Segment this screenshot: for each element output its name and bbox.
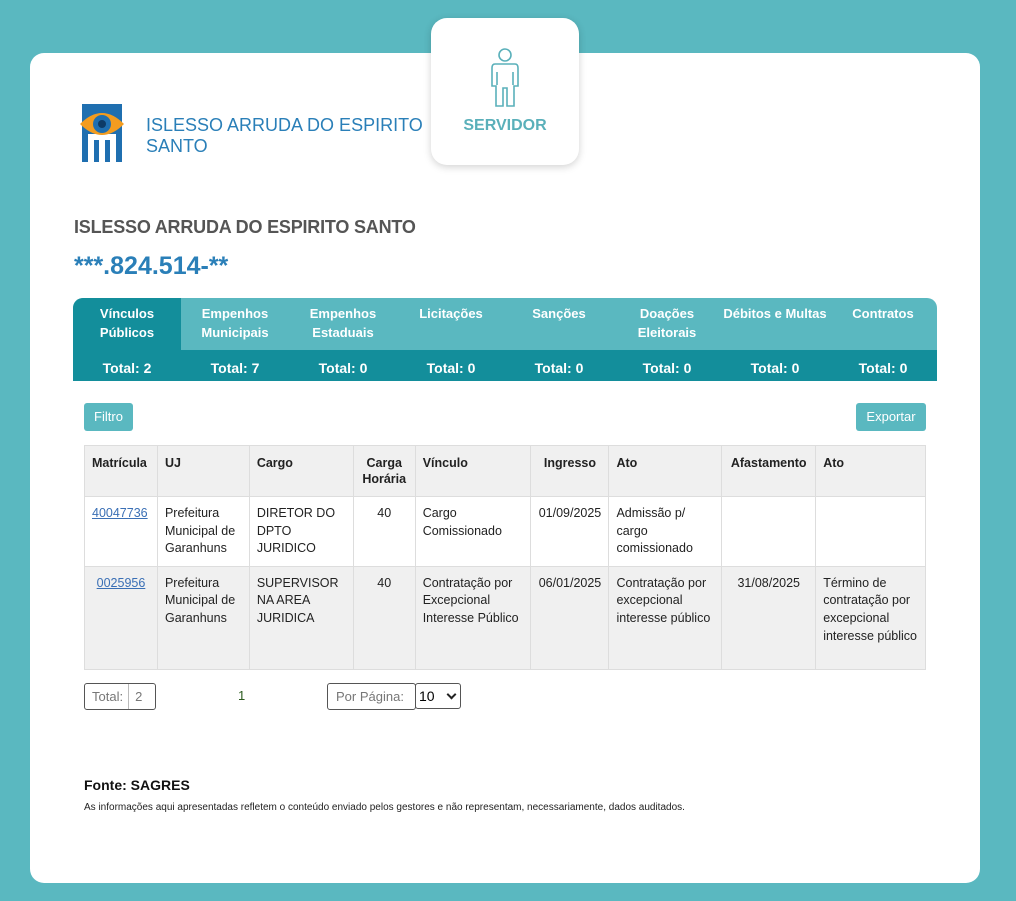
table-cell: 06/01/2025 xyxy=(531,566,609,669)
column-header[interactable]: Cargo xyxy=(249,446,353,497)
category-label: SERVIDOR xyxy=(463,117,547,134)
table-cell: 31/08/2025 xyxy=(722,566,816,669)
table-row xyxy=(85,566,926,669)
matricula-cell xyxy=(85,497,158,567)
matricula-link[interactable]: 0025956 xyxy=(96,575,146,590)
tab-debitos-multas[interactable]: Débitos e Multas xyxy=(723,306,827,321)
source-label: Fonte: SAGRES xyxy=(84,777,190,793)
matricula-link[interactable]: 40047736 xyxy=(92,506,148,520)
table-cell: Término de contratação por excepcional interesse público xyxy=(816,566,926,669)
eye-logo-icon xyxy=(80,104,124,162)
table-cell xyxy=(722,497,816,567)
tab-empenhos-municipais[interactable]: Empenhos Municipais xyxy=(201,306,269,340)
table-cell: SUPERVISOR NA AREA JURIDICA xyxy=(249,566,353,669)
column-header[interactable]: Vínculo xyxy=(415,446,531,497)
table-cell: 40 xyxy=(353,566,415,669)
table-cell: Contratação por excepcional interesse público xyxy=(609,566,722,669)
matricula-cell xyxy=(85,566,158,669)
tab-vinculos-publicos[interactable]: Vínculos Públicos xyxy=(73,298,181,350)
tab-empenhos-estaduais[interactable]: Empenhos Estaduais xyxy=(309,306,377,340)
export-button[interactable]: Exportar xyxy=(856,403,926,431)
data-table xyxy=(84,445,926,670)
table-cell: Cargo Comissionado xyxy=(415,497,531,567)
tab-total: Total: 0 xyxy=(642,360,692,376)
table-cell: Contratação por Excepcional Interesse Público xyxy=(415,566,531,669)
column-header[interactable]: Ato xyxy=(816,446,926,497)
pagination-total-label: Total: xyxy=(85,684,129,709)
column-header[interactable]: Carga Horária xyxy=(353,446,415,497)
column-header[interactable]: Ato xyxy=(609,446,722,497)
tab-total: Total: 2 xyxy=(102,360,152,376)
tab-total: Total: 7 xyxy=(210,360,260,376)
table-header-row xyxy=(85,446,926,497)
person-name: ISLESSO ARRUDA DO ESPIRITO SANTO xyxy=(74,217,416,237)
column-header[interactable]: Afastamento xyxy=(722,446,816,497)
disclaimer-text: As informações aqui apresentadas refletem o conteúdo enviado pelos gestores e não representam, necessariamente, dados auditados. xyxy=(84,802,685,813)
per-page-label: Por Página: xyxy=(327,683,416,710)
table-cell: Admissão p/ cargo comissionado xyxy=(609,497,722,567)
filter-button[interactable]: Filtro xyxy=(84,403,133,431)
column-header[interactable]: UJ xyxy=(157,446,249,497)
per-page-value: 10 xyxy=(419,688,435,704)
pagination-total xyxy=(84,683,156,710)
tab-total: Total: 0 xyxy=(426,360,476,376)
table-cell xyxy=(816,497,926,567)
tab-licitacoes[interactable]: Licitações xyxy=(419,306,483,321)
pagination-page-1[interactable]: 1 xyxy=(238,688,246,703)
tab-sancoes[interactable]: Sanções xyxy=(532,306,586,321)
tab-total: Total: 0 xyxy=(318,360,368,376)
tab-bar xyxy=(73,298,937,350)
table-cell: 40 xyxy=(353,497,415,567)
pagination-total-value: 2 xyxy=(135,689,143,704)
table-row xyxy=(85,497,926,567)
tab-total: Total: 0 xyxy=(858,360,908,376)
category-card xyxy=(431,18,579,165)
tab-total: Total: 0 xyxy=(534,360,584,376)
table-cell: Prefeitura Municipal de Garanhuns xyxy=(157,497,249,567)
tab-total: Total: 0 xyxy=(750,360,800,376)
table-cell: 01/09/2025 xyxy=(531,497,609,567)
person-document: ***.824.514-** xyxy=(74,252,229,280)
tab-totals-bar xyxy=(73,350,937,381)
tab-doacoes-eleitorais[interactable]: Doações Eleitorais xyxy=(637,306,697,340)
table-cell: Prefeitura Municipal de Garanhuns xyxy=(157,566,249,669)
tab-contratos[interactable]: Contratos xyxy=(852,306,914,321)
column-header[interactable]: Ingresso xyxy=(531,446,609,497)
person-icon xyxy=(490,48,520,108)
header-name: ISLESSO ARRUDA DO ESPIRITO SANTO xyxy=(146,115,423,156)
chevron-down-icon xyxy=(447,690,457,700)
table-cell: DIRETOR DO DPTO JURIDICO xyxy=(249,497,353,567)
per-page-select[interactable] xyxy=(415,683,461,709)
column-header[interactable]: Matrícula xyxy=(85,446,158,497)
